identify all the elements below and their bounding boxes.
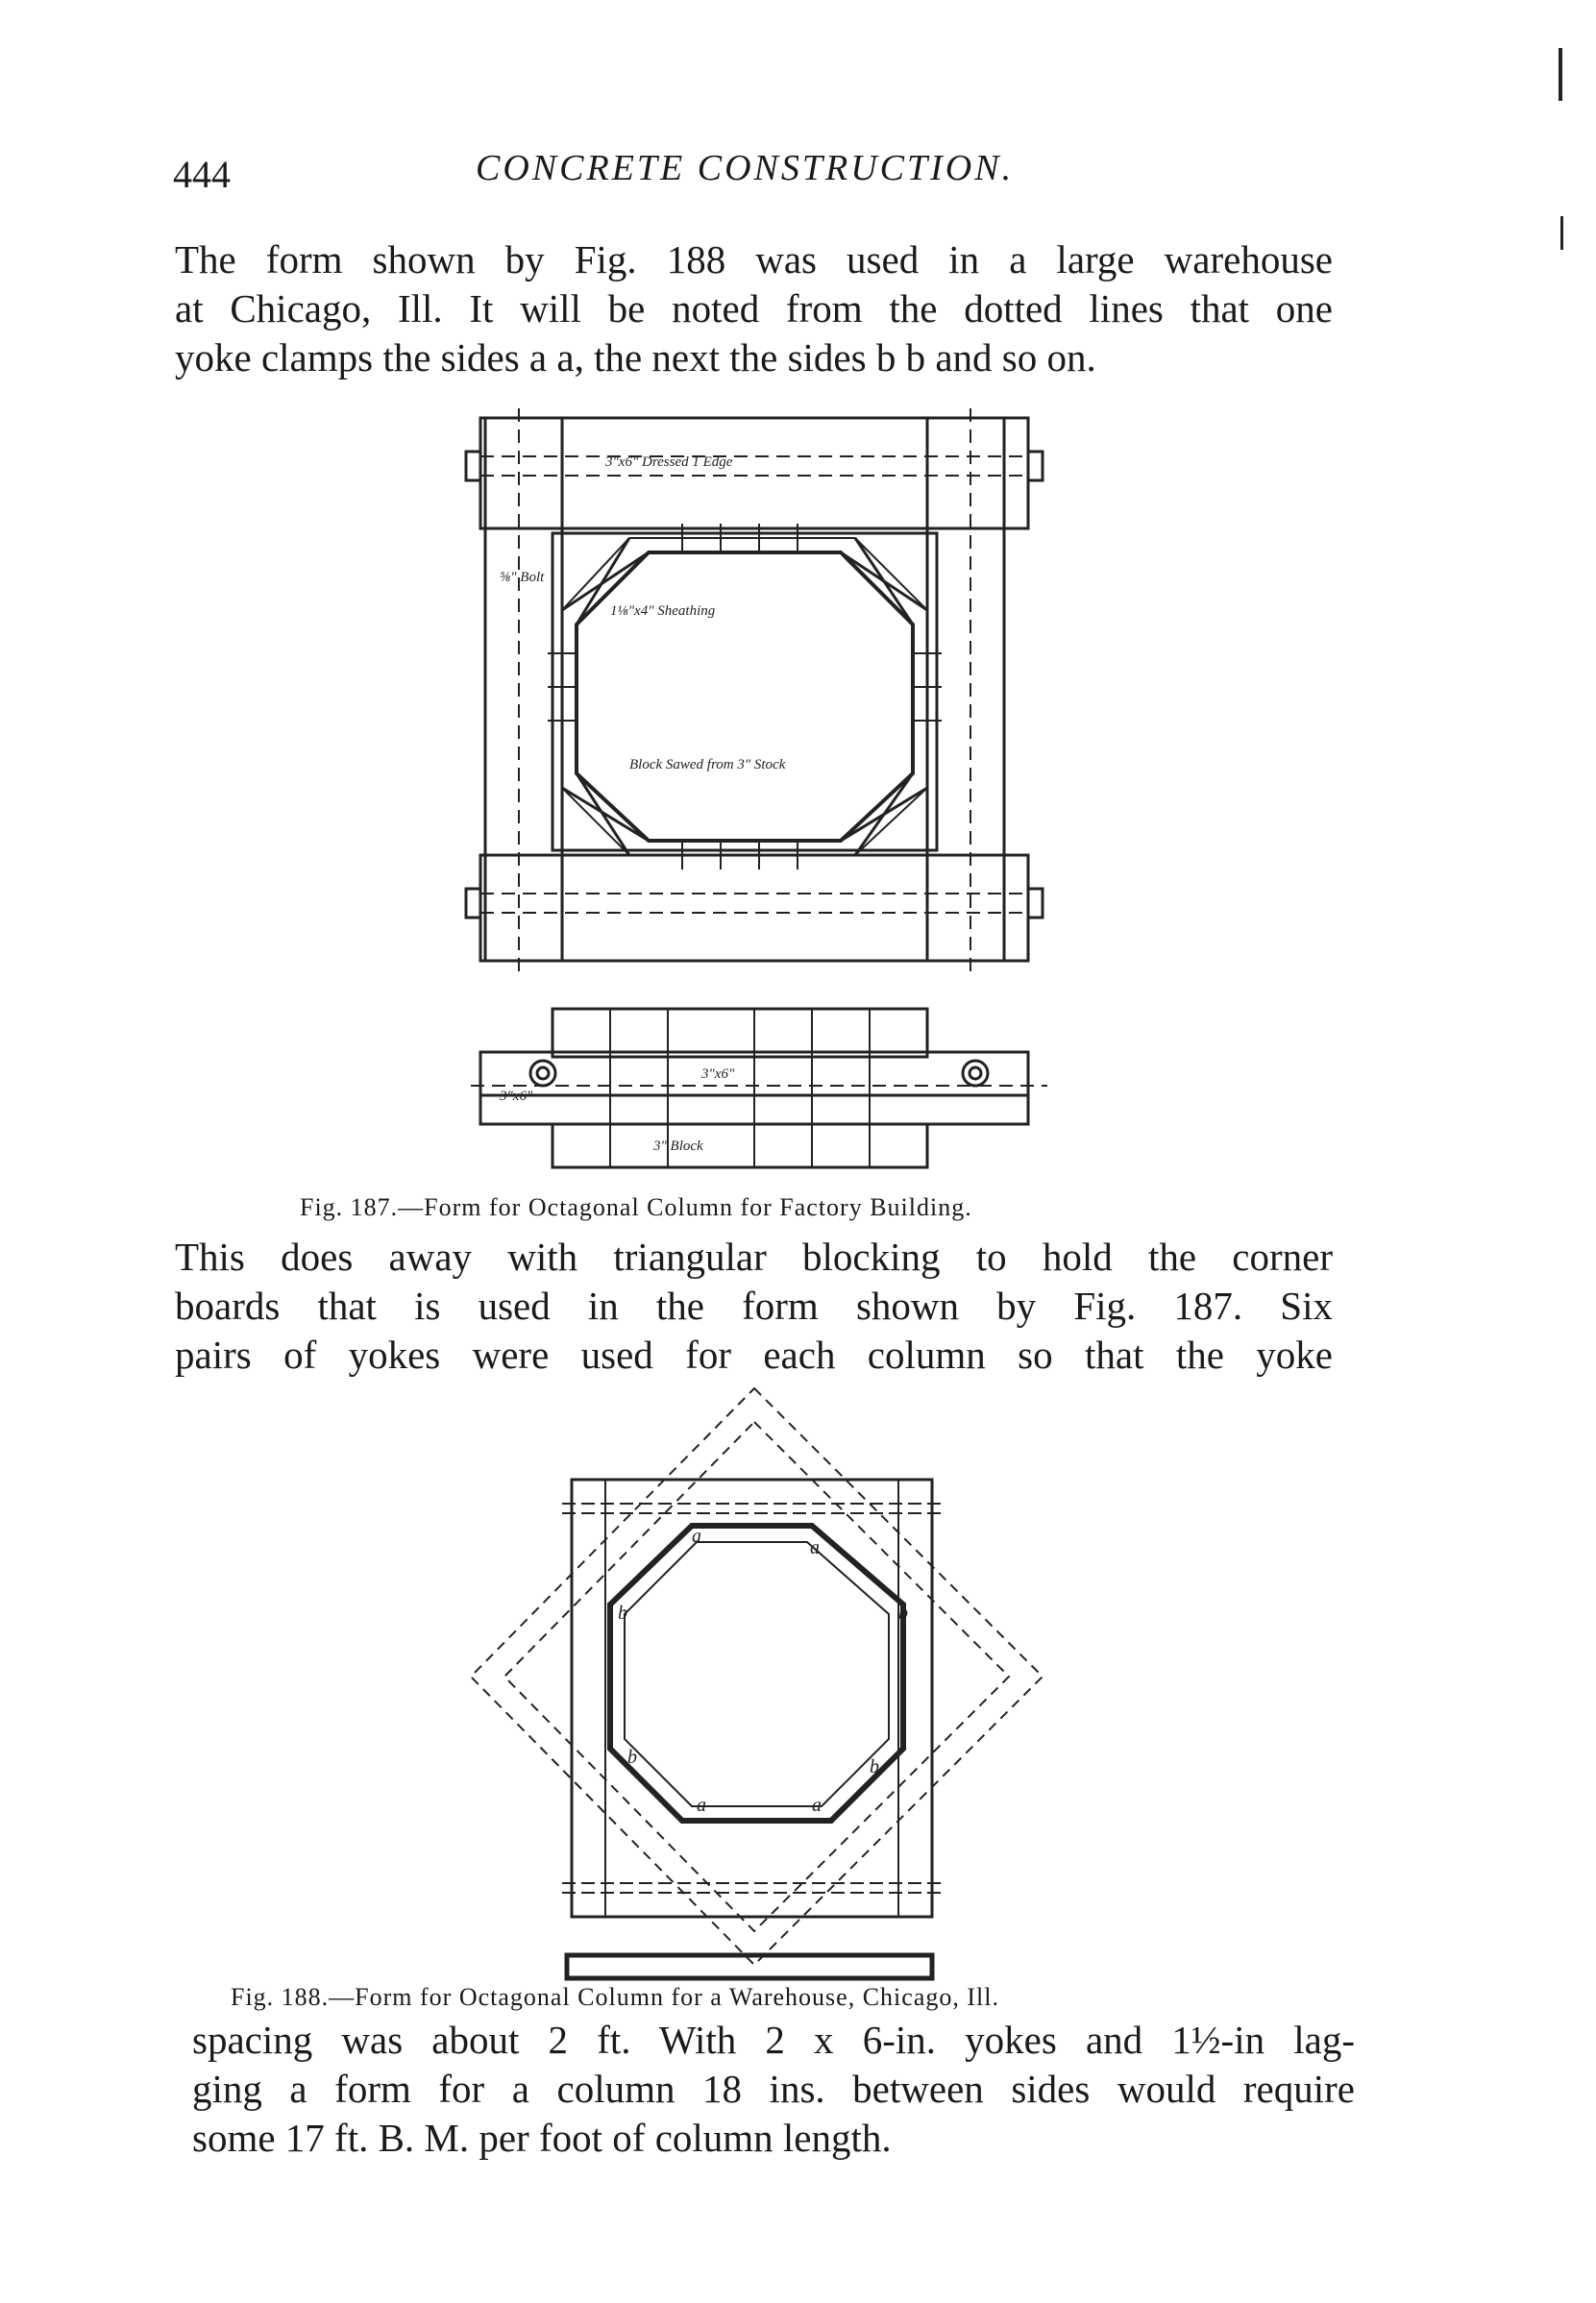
text-line: yoke clamps the sides a a, the next the sides b b and so on.	[175, 335, 1096, 380]
label-side-b: b	[627, 1747, 637, 1768]
figure-187-drawing	[461, 399, 1057, 1167]
label-bolt: ⅝" Bolt	[500, 570, 545, 585]
label-side-b: b	[618, 1603, 627, 1624]
text-line: The form shown by Fig. 188 was used in a large warehouse	[175, 237, 1333, 282]
rotated-yoke-outline	[471, 1388, 1043, 1965]
label-block: Block Sawed from 3" Stock	[629, 757, 786, 772]
right-post	[927, 418, 1004, 961]
page-number: 444	[173, 153, 231, 196]
figure-188-drawing	[476, 1388, 1071, 1984]
octagon-column	[610, 1526, 903, 1821]
label-side-a: a	[812, 1795, 822, 1816]
text-line: pairs of yokes were used for each column so that the yoke	[175, 1333, 1333, 1377]
label-side-b: b	[898, 1603, 908, 1624]
paragraph-3	[192, 2016, 1355, 2163]
left-post	[485, 418, 562, 961]
square-yoke	[572, 1480, 932, 1917]
label-yoke-top: 3"x6"	[701, 1066, 735, 1082]
octagon-opening	[577, 552, 913, 841]
label-side-a: a	[692, 1526, 701, 1547]
figure-187-caption: Fig. 187.—Form for Octagonal Column for Factory Building.	[300, 1193, 972, 1221]
label-yoke-side: 3"x6"	[500, 1089, 533, 1104]
text-line: some 17 ft. B. M. per foot of column length.	[192, 2116, 892, 2160]
label-side-a: a	[810, 1537, 820, 1558]
text-line: at Chicago, Ill. It will be noted from the dotted lines that one	[175, 286, 1333, 331]
scan-mark	[1559, 48, 1562, 101]
text-line: boards that is used in the form shown by Fig. 187. Six	[175, 1284, 1333, 1328]
paragraph-2	[175, 1233, 1333, 1380]
label-side-a: a	[697, 1795, 706, 1816]
paragraph-1	[175, 235, 1333, 382]
running-header: CONCRETE CONSTRUCTION.	[476, 148, 1015, 188]
figure-188-caption: Fig. 188.—Form for Octagonal Column for a Warehouse, Chicago, Ill.	[231, 1983, 999, 2011]
label-dressed-edge: 3"x6" Dressed 1 Edge	[605, 454, 733, 470]
text-line: ging a form for a column 18 ins. between sides would require	[192, 2067, 1355, 2111]
text-line: spacing was about 2 ft. With 2 x 6-in. yokes and 1½-in lag-	[192, 2018, 1355, 2062]
label-sheathing: 1⅛"x4" Sheathing	[610, 603, 716, 619]
label-block-small: 3" Block	[653, 1139, 703, 1154]
label-side-b: b	[870, 1756, 879, 1777]
text-line: This does away with triangular blocking to hold the corner	[175, 1235, 1333, 1279]
scan-mark	[1560, 216, 1563, 250]
